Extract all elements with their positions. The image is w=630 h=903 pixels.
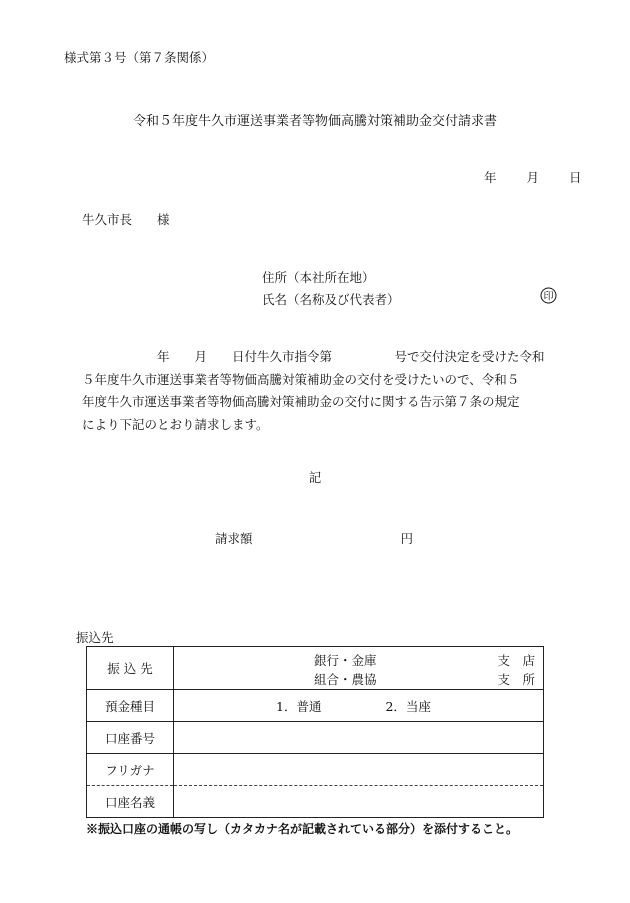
- account-number-field[interactable]: [174, 722, 544, 754]
- deposit-option-ordinary[interactable]: 1．普通: [276, 698, 322, 714]
- deposit-option-current[interactable]: 2．当座: [385, 698, 431, 714]
- table-row: [87, 786, 544, 818]
- date-day: 日: [569, 170, 582, 185]
- deposit-type-label: 預金種目: [87, 690, 174, 722]
- table-row: [87, 690, 544, 722]
- document-title: 令和５年度牛久市運送事業者等物価高騰対策補助金交付請求書: [132, 114, 497, 129]
- body-line-1: 年 月 日付牛久市指令第 号で交付決定を受けた令和: [82, 349, 545, 364]
- ki-heading: 記: [308, 470, 322, 485]
- attachment-note: ※振込口座の通帳の写し（カタカナ名が記載されている部分）を添付すること。: [86, 822, 519, 836]
- date-year: 年: [484, 170, 497, 185]
- destination-field[interactable]: [174, 647, 544, 690]
- destination-label: 振 込 先: [87, 647, 174, 690]
- deposit-type-field[interactable]: [174, 690, 544, 722]
- bank-type-2: 組合・農協: [314, 672, 377, 687]
- table-row: [87, 647, 544, 690]
- request-body: [82, 346, 562, 436]
- transfer-heading: 振込先: [76, 630, 114, 645]
- form-number: 様式第３号（第７条関係）: [64, 50, 215, 65]
- amount-line: [215, 529, 413, 547]
- body-line-4: により下記のとおり請求します。: [82, 416, 269, 432]
- account-name-label: 口座名義: [87, 786, 174, 818]
- amount-label: 請求額: [215, 531, 253, 546]
- body-line-2: ５年度牛久市運送事業者等物価高騰対策補助金の交付を受けたいので、令和５: [82, 371, 520, 387]
- amount-unit: 円: [400, 531, 414, 546]
- applicant-name-label: 氏名（名称及び代表者）: [262, 292, 400, 307]
- furigana-field[interactable]: [174, 754, 544, 786]
- addressee: 牛久市長 様: [82, 212, 170, 227]
- seal-label: 印: [543, 291, 554, 303]
- account-name-field[interactable]: [174, 786, 544, 818]
- date-month: 月: [526, 170, 540, 185]
- bank-transfer-table: [86, 646, 544, 818]
- account-number-label: 口座番号: [87, 722, 174, 754]
- table-row: [87, 754, 544, 786]
- date-line: [484, 168, 582, 186]
- body-line-3: 年度牛久市運送事業者等物価高騰対策補助金の交付に関する告示第７条の規定: [82, 394, 520, 409]
- applicant-address-label: 住所（本社所在地）: [262, 270, 375, 285]
- branch-2: 支 所: [497, 672, 535, 687]
- table-row: [87, 722, 544, 754]
- branch-1: 支 店: [497, 653, 535, 668]
- seal-icon: [540, 287, 557, 304]
- bank-type-1: 銀行・金庫: [314, 653, 377, 668]
- furigana-label: フリガナ: [87, 754, 174, 786]
